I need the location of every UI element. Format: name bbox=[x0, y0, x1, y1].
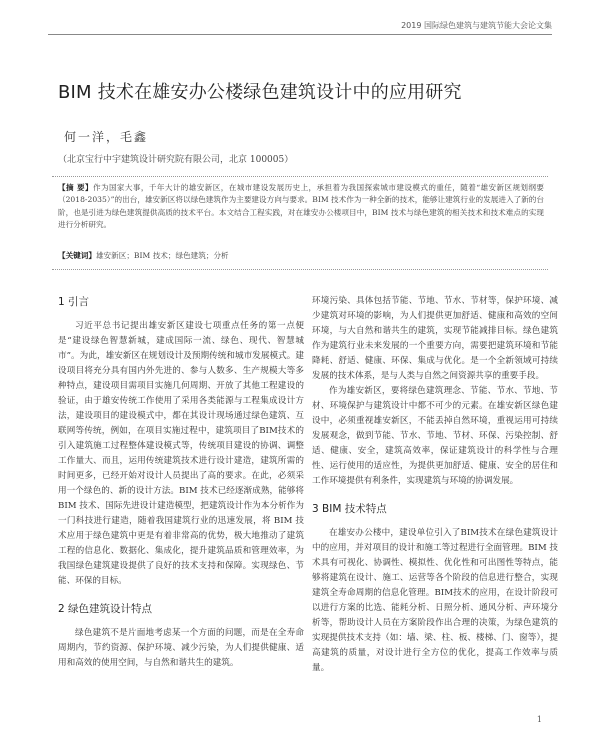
keywords bbox=[58, 250, 544, 261]
keywords-label: 【关键词】 bbox=[58, 251, 96, 260]
header-divider bbox=[48, 34, 552, 35]
abstract bbox=[58, 182, 544, 232]
xiongan-paragraph: 作为雄安新区，要将绿色建筑理念、节能、节水、节地、节材、环境保护与建筑设计中都不可少的元素。在雄安新区绿色建设中，必须重视雄安新区，不能丢掉自然环境，重视运用可持续发展观念，做到节能、节水、节地、节材、环保、污染控制、舒适、健康、安全，建筑高效率，保证建筑设计的科学性与合理性、运行使用的适应性，为提供更加舒适、健康、安全的居住和工作环境提供有利条件，实现建筑与环境的协调发展。 bbox=[312, 386, 558, 486]
paper-title: BIM 技术在雄安办公楼绿色建筑设计中的应用研究 bbox=[58, 82, 462, 103]
right-column bbox=[312, 294, 558, 676]
keywords-text: 雄安新区；BIM 技术；绿色建筑；分析 bbox=[95, 251, 229, 260]
abstract-label: 【摘 要】 bbox=[58, 183, 93, 192]
page-number: 1 bbox=[536, 715, 542, 724]
section-heading-green-design: 2 绿色建筑设计特点 bbox=[58, 603, 153, 615]
bim-paragraph: 在雄安办公楼中，建设单位引入了BIM技术在绿色建筑设计中的应用，并对项目的设计和施工等过程进行全面管理。BIM 技术具有可视化、协调性、模拟性、优化性和可出图性等特点，能够将建筑在设计、施工、运营等各个阶段的信息进行整合，实现建筑全寿命周期的信息化管理。BIM技术的应用，在设计阶段可以进行方案的比选、能耗分析、日照分析、通风分析、声环境分析等，帮助设计人员在方案阶段作出合理的决策，为绿色建筑的实现提供技术支持（如：墙、梁、柱、板、楼梯、门、窗等），提高建筑的质量，对设计进行全方位的优化，提高工作效率与质量。 bbox=[312, 528, 558, 673]
section-heading-bim: 3 BIM 技术特点 bbox=[312, 503, 387, 515]
green-design-paragraph: 绿色建筑不是片面地考虑某一个方面的问题，而是在全寿命周期内，节约资源、保护环境、减少污染，为人们提供健康、适用和高效的使用空间，与自然和谐共生的建筑。 bbox=[58, 628, 304, 668]
paper-affiliation: （北京宝行中宇建筑设计研究院有限公司，北京 100005） bbox=[58, 155, 294, 165]
running-header: 2019 国际绿色建筑与建筑节能大会论文集 bbox=[401, 21, 552, 30]
intro-paragraph: 习近平总书记提出雄安新区建设七项重点任务的第一点便是“建设绿色智慧新城，建成国际一流、绿色、现代、智慧城市”。为此，雄安新区在规划设计及预期传统和城市发展模式。建设项目将充分具有国内外先进的、参与人数多、生产规模大等多种特点，建设项目需项目实施几何周期、开放了其他工程建设的验证，由于雄安传统工作使用了采用各类能源与工程集成设计方法，建设项目的建设模式中，都在其设计现场通过绿色建筑、互联网等传统，例如，在项目实施过程中，建筑项目了BIM技术的引入建筑施工过程整体建设模式等，传统项目建设的协调、调整工作量大、而且，运用传统建筑技术进行设计建造，建筑所需的时间更多，已经开始对设计人员提出了高的要求。在此，必须采用一个绿色的、新的设计方法。BIM 技术已经逐渐成熟，能够将BIM 技术、国际先进设计建造模型，把建筑设计作为本分析作为一门科技进行建造，随着我国建筑行业的迅速发展，将 BIM 技术应用于绿色建筑中更是有着非常高的优势，极大地推动了建筑工程的信息化、数据化、集成化，提升建筑品质和管理效率，为我国绿色建筑建设提供了良好的技术支持和保障。实现绿色、节能、环保的目标。 bbox=[58, 321, 304, 586]
paper-authors: 何一洋，毛鑫 bbox=[64, 130, 149, 144]
section-heading-intro: 1 引言 bbox=[58, 296, 90, 308]
green-design-continued-paragraph: 环境污染、具体包括节能、节地、节水、节材等，保护环境、减少建筑对环境的影响，为人们提供更加舒适、健康和高效的空间环境，与大自然和谐共生的建筑，实现节能减排目标。绿色建筑作为建筑行业未来发展的一个重要方向，需要把建筑环境和节能降耗、舒适、健康、环保、集成与优化。是一个全新领域可持续发展的技术体系，是与人类与自然之间资源共享的重要手段。 bbox=[312, 296, 558, 381]
abstract-text: 作为国家大事，千年大计的雄安新区，在城市建设发展历史上，承担着为我国探索城市建设模式的重任，随着“雄安新区规划纲要（2018-2035）”的出台，雄安新区将以绿色建筑作为主要建设方向与要求。BIM 技术作为一种全新的技术，能够让建筑行业的发展进入了新的台阶，也是引进为绿色建筑提供高质的技术平台。本文结合工程实践，对在雄安办公楼项目中，BIM 技术与绿色建筑的相关技术和技术难点的实现进行分析研究。 bbox=[58, 183, 544, 230]
left-column bbox=[58, 294, 304, 671]
